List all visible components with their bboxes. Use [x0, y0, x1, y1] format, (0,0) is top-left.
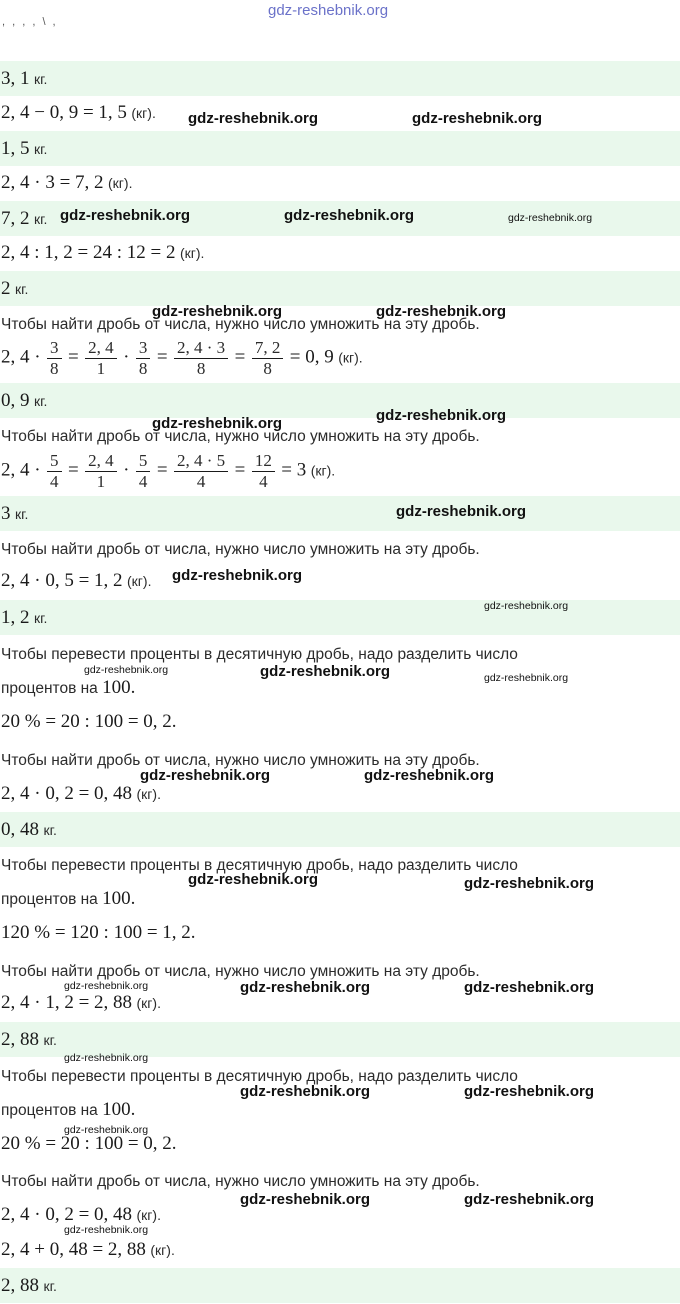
watermark: gdz-reshebnik.org [376, 407, 507, 424]
answer-row-10 [0, 1268, 680, 1303]
tail: . [128, 175, 133, 191]
watermark: gdz-reshebnik.org [396, 503, 527, 520]
rule-text: процентов на [1, 891, 103, 908]
unit: (кг) [136, 786, 158, 802]
tail: . [151, 105, 156, 121]
watermark: gdz-reshebnik.org [260, 663, 391, 680]
rule-fraction-text: Чтобы найти дробь от числа, нужно число умножить на эту дробь. [1, 752, 480, 769]
expression: 2, 4 · 1, 2 = 2, 88 [1, 992, 133, 1013]
rule-percent-text-2 [0, 678, 680, 699]
numerator: 3 [136, 338, 151, 359]
rule-percent-text-2 [0, 889, 680, 910]
cropped-line: , , , , \ , [2, 16, 58, 28]
tail: . [170, 1242, 175, 1258]
fraction [252, 451, 275, 492]
fraction-equation-6 [0, 451, 680, 495]
expression: 2, 4 · 0, 5 = 1, 2 [1, 570, 123, 591]
watermark: gdz-reshebnik.org [172, 567, 303, 584]
conversion: 20 % = 20 : 100 = 0, 2. [1, 711, 177, 732]
fraction [174, 451, 228, 492]
numerator: 3 [47, 338, 62, 359]
watermark: gdz-reshebnik.org [64, 1052, 149, 1064]
expression: 2, 4 · 3 = 7, 2 [1, 172, 104, 193]
expression: 2, 4 + 0, 48 = 2, 88 [1, 1239, 146, 1260]
conversion: 120 % = 120 : 100 = 1, 2. [1, 922, 196, 943]
numerator: 2, 4 [85, 338, 117, 359]
equals: = [156, 459, 168, 481]
tail: . [157, 786, 161, 802]
answer-unit: кг. [33, 610, 48, 626]
lead: 2, 4 · [1, 346, 41, 368]
site-header-watermark[interactable]: gdz-reshebnik.org [268, 2, 389, 19]
solution-line-7 [0, 566, 680, 596]
expression: 2, 4 · 0, 2 = 0, 48 [1, 1204, 133, 1225]
unit: (кг) [131, 105, 152, 121]
unit: (кг) [179, 245, 201, 261]
equals: = [234, 346, 246, 368]
fraction [47, 451, 62, 492]
unit: (кг) [127, 573, 148, 589]
answer-unit: кг. [43, 1278, 57, 1294]
tail: . [358, 349, 363, 366]
answer-row-5 [0, 383, 680, 418]
unit: (кг) [150, 1242, 171, 1258]
answer-unit: кг. [43, 1032, 57, 1048]
watermark: gdz-reshebnik.org [64, 980, 149, 992]
denominator: 4 [196, 472, 206, 491]
conversion: 20 % = 20 : 100 = 0, 2. [1, 1133, 177, 1154]
answer-unit: кг. [43, 822, 57, 838]
solution-line-4 [0, 238, 680, 268]
watermark: gdz-reshebnik.org [64, 1224, 149, 1236]
watermark: gdz-reshebnik.org [484, 600, 569, 612]
watermark: gdz-reshebnik.org [60, 207, 191, 224]
denominator: 8 [263, 359, 272, 378]
watermark: gdz-reshebnik.org [284, 207, 415, 224]
denominator: 1 [96, 472, 106, 491]
rule-text: процентов на [1, 680, 103, 697]
numerator: 2, 4 [85, 451, 117, 472]
rule-fraction-text: Чтобы найти дробь от числа, нужно число умножить на эту дробь. [1, 541, 480, 558]
rule-fraction-text: Чтобы найти дробь от числа, нужно число умножить на эту дробь. [1, 428, 480, 445]
fraction [85, 451, 117, 492]
tail: . [157, 1207, 161, 1223]
unit: (кг) [310, 462, 332, 479]
answer-value: 1, 2 [1, 607, 30, 628]
answer-row-4 [0, 271, 680, 306]
rule-fraction-text: Чтобы найти дробь от числа, нужно число умножить на эту дробь. [1, 963, 480, 980]
equals: = [234, 459, 246, 481]
equals: = [156, 346, 168, 368]
denominator: 1 [96, 359, 106, 378]
watermark: gdz-reshebnik.org [188, 110, 319, 127]
watermark: gdz-reshebnik.org [152, 303, 283, 320]
answer-row-2 [0, 131, 680, 166]
watermark: gdz-reshebnik.org [364, 767, 495, 784]
equals: = [67, 459, 79, 481]
numerator: 7, 2 [252, 338, 284, 359]
tail: . [331, 462, 336, 479]
hundred: 100. [102, 677, 136, 698]
solution-line-3 [0, 168, 680, 198]
numerator: 12 [252, 451, 275, 472]
watermark: gdz-reshebnik.org [240, 979, 371, 996]
fraction [47, 338, 62, 379]
solution-line-2 [0, 98, 680, 128]
tail: . [147, 573, 152, 589]
watermark: gdz-reshebnik.org [376, 303, 507, 320]
equals: = [67, 346, 79, 368]
rule-fraction-text: Чтобы найти дробь от числа, нужно число умножить на эту дробь. [1, 1173, 480, 1190]
percent-conversion-9 [0, 918, 680, 948]
hundred: 100. [102, 1099, 136, 1120]
watermark: gdz-reshebnik.org [140, 767, 271, 784]
answer-row-8 [0, 812, 680, 847]
solution-line-10b [0, 1235, 680, 1265]
answer-row-6 [0, 496, 680, 531]
unit: (кг) [136, 1207, 158, 1223]
answer-value: 2, 88 [1, 1275, 39, 1296]
answer-value: 2 [1, 278, 11, 299]
answer-row-1 [0, 61, 680, 96]
fraction-equation-5 [0, 338, 680, 382]
fraction [174, 338, 228, 379]
numerator: 5 [47, 451, 62, 472]
tail: . [157, 995, 161, 1011]
dot: · [123, 346, 130, 368]
fraction [252, 338, 284, 379]
answer-value: 3, 1 [1, 68, 30, 89]
denominator: 4 [259, 472, 268, 491]
watermark: gdz-reshebnik.org [464, 1191, 595, 1208]
watermark: gdz-reshebnik.org [484, 672, 569, 684]
watermark: gdz-reshebnik.org [508, 212, 593, 224]
answer-unit: кг. [33, 141, 48, 157]
rule-percent-text-2 [0, 1100, 680, 1121]
expression: 2, 4 · 0, 2 = 0, 48 [1, 783, 133, 804]
answer-value: 0, 48 [1, 819, 39, 840]
watermark: gdz-reshebnik.org [64, 1124, 149, 1136]
watermark: gdz-reshebnik.org [188, 871, 319, 888]
answer-unit: кг. [33, 71, 48, 87]
rule-percent-text: Чтобы перевести проценты в десятичную дробь, надо разделить число [1, 646, 518, 663]
fraction [136, 451, 151, 492]
unit: (кг) [136, 995, 158, 1011]
percent-conversion-8 [0, 707, 680, 737]
watermark: gdz-reshebnik.org [152, 415, 283, 432]
hundred: 100. [102, 888, 136, 909]
numerator: 2, 4 · 5 [174, 451, 228, 472]
solution-line-8 [0, 779, 680, 809]
dot: · [123, 459, 130, 481]
unit: (кг) [338, 349, 359, 366]
watermark: gdz-reshebnik.org [464, 875, 595, 892]
fraction [136, 338, 151, 379]
watermark: gdz-reshebnik.org [412, 110, 543, 127]
denominator: 4 [138, 472, 148, 491]
answer-value: 3 [1, 503, 11, 524]
unit: (кг) [108, 175, 129, 191]
rule-text: процентов на [1, 1102, 103, 1119]
answer-value: 1, 5 [1, 138, 30, 159]
watermark: gdz-reshebnik.org [240, 1083, 371, 1100]
result: = 3 [281, 459, 307, 481]
watermark: gdz-reshebnik.org [84, 664, 169, 676]
answer-row-7 [0, 600, 680, 635]
denominator: 4 [50, 472, 59, 491]
watermark: gdz-reshebnik.org [464, 1083, 595, 1100]
expression: 2, 4 − 0, 9 = 1, 5 [1, 102, 127, 123]
answer-value: 7, 2 [1, 208, 30, 229]
answer-unit: кг. [33, 211, 48, 227]
answer-value: 2, 88 [1, 1029, 39, 1050]
denominator: 8 [50, 359, 59, 378]
lead: 2, 4 · [1, 459, 41, 481]
result: = 0, 9 [289, 346, 334, 368]
answer-unit: кг. [14, 506, 29, 522]
answer-unit: кг. [14, 281, 29, 297]
watermark: gdz-reshebnik.org [240, 1191, 371, 1208]
rule-percent-text: Чтобы перевести проценты в десятичную дробь, надо разделить число [1, 1068, 518, 1085]
watermark: gdz-reshebnik.org [464, 979, 595, 996]
rule-percent-text: Чтобы перевести проценты в десятичную дробь, надо разделить число [1, 857, 518, 874]
numerator: 2, 4 · 3 [174, 338, 228, 359]
denominator: 8 [196, 359, 206, 378]
expression: 2, 4 : 1, 2 = 24 : 12 = 2 [1, 242, 176, 263]
denominator: 8 [138, 359, 148, 378]
numerator: 5 [136, 451, 151, 472]
tail: . [200, 245, 205, 261]
answer-value: 0, 9 [1, 390, 30, 411]
fraction [85, 338, 117, 379]
rule-fraction-text: Чтобы найти дробь от числа, нужно число умножить на эту дробь. [1, 316, 480, 333]
answer-unit: кг. [33, 393, 48, 409]
